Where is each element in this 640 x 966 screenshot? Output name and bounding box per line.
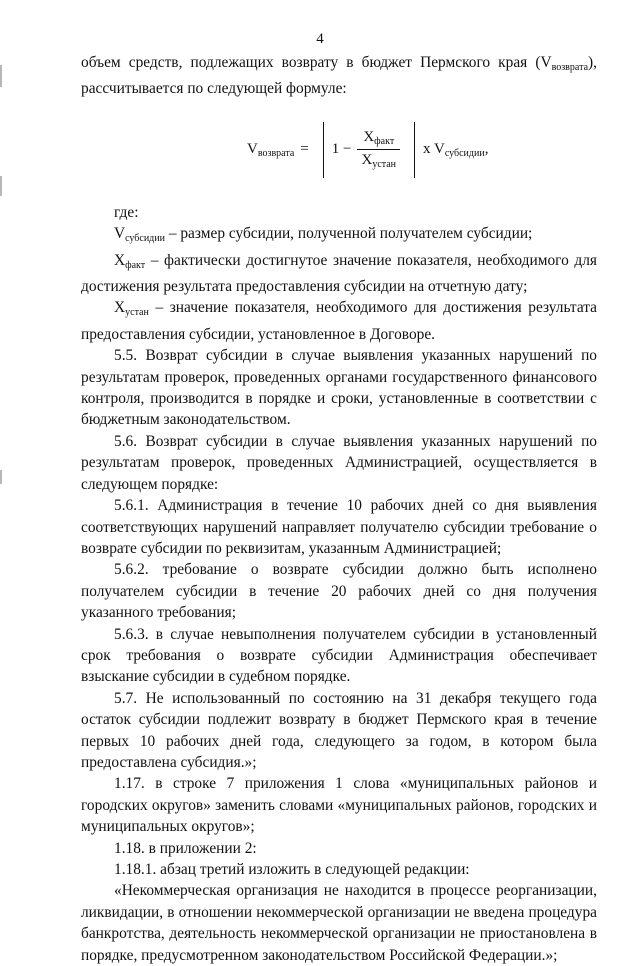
paragraph-1-17: 1.17. в строке 7 приложения 1 слова «муниципальных районов и городских округов» заменить словами «муниципальных районов, городских и муниципальных округов»; (81, 775, 597, 836)
formula-lhs: $V_{возврата}$ (247, 140, 295, 159)
paragraph-5-6-1: 5.6.1. Администрация в течение 10 рабочих дней со дня выявления соответствующих нарушений направляет получателю субсидии требование о возврате субсидии по реквизитам, указанным Администрацией; (81, 497, 597, 557)
paragraph-quote: «Некоммерческая организация не находится в процессе реорганизации, ликвидации, в отношении некоммерческой организации не введена процедура банкротства, деятельность некоммерческой организации не приостановлена в порядке, предусмотренном законодательством Российской Федерации.»; (81, 882, 597, 964)
intro-paragraph: объем средств, подлежащих возврату в бюджет Пермского края $(V_{возврата})$, рассчитывается по следующей формуле: (81, 54, 597, 98)
paragraph-5-7: 5.7. Не использованный по состоянию на 31 декабря текущего года остаток субсидии подлежит возврату в бюджет Пермского края в течение первых 10 рабочих дней года, следующего за годом, в котором была предоставлена субсидия.»; (81, 689, 597, 771)
paragraph-5-6-3: 5.6.3. в случае невыполнения получателем субсидии в установленный срок требования о возврате субсидии Администрация обеспечивает взыскание субсидии в судебном порядке. (81, 625, 597, 686)
definition-v-subsidy: $V_{субсидии}$ – размер субсидии, полученной получателем субсидии; (114, 225, 533, 245)
paragraph-5-6-2: 5.6.2. требование о возврате субсидии должно быть исполнено получателем субсидии в течение 20 рабочих дней со дня получения указанного требования; (81, 561, 597, 622)
definition-x-fact: $X_{факт}$ – фактически достигнутое значение показателя, необходимого для достижения результата предоставления субсидии на отчетную дату; (81, 251, 597, 296)
scan-edge-mark (0, 470, 2, 484)
scan-edge-mark (0, 176, 2, 196)
paragraph-1-18-1: 1.18.1. абзац третий изложить в следующей редакции: (114, 861, 470, 878)
document-body (81, 52, 597, 966)
formula-equals: = (300, 141, 309, 158)
page-number: 4 (316, 31, 324, 47)
definition-x-target: $X_{устан}$ – значение показателя, необходимого для достижения результата предоставления субсидии, установленное в Договоре. (81, 299, 597, 343)
formula-fraction (357, 129, 400, 170)
formula-rhs: x $V_{субсидии}$, (423, 140, 489, 159)
formula-one-minus: 1 − (331, 141, 352, 158)
fraction-denominator: $X_{устан}$ (357, 149, 400, 170)
paragraph-5-6: 5.6. Возврат субсидии в случае выявления указанных нарушений по результатам проверок, проведенных Администрацией, осуществляется в следующем порядке: (81, 432, 597, 493)
abs-bar-left (323, 122, 324, 178)
fraction-numerator: $X_{факт}$ (363, 129, 395, 148)
refund-formula (81, 108, 597, 196)
scan-edge-mark (0, 65, 2, 87)
where-label: где: (114, 203, 139, 221)
paragraph-1-18: 1.18. в приложении 2: (114, 839, 257, 857)
abs-bar-right (414, 122, 415, 178)
paragraph-5-5: 5.5. Возврат субсидии в случае выявления указанных нарушений по результатам проверок, проведенных органами государственного финансового контроля, производится в порядке и сроки, установленные в соответствии с бюджетным законодательством. (81, 347, 597, 429)
